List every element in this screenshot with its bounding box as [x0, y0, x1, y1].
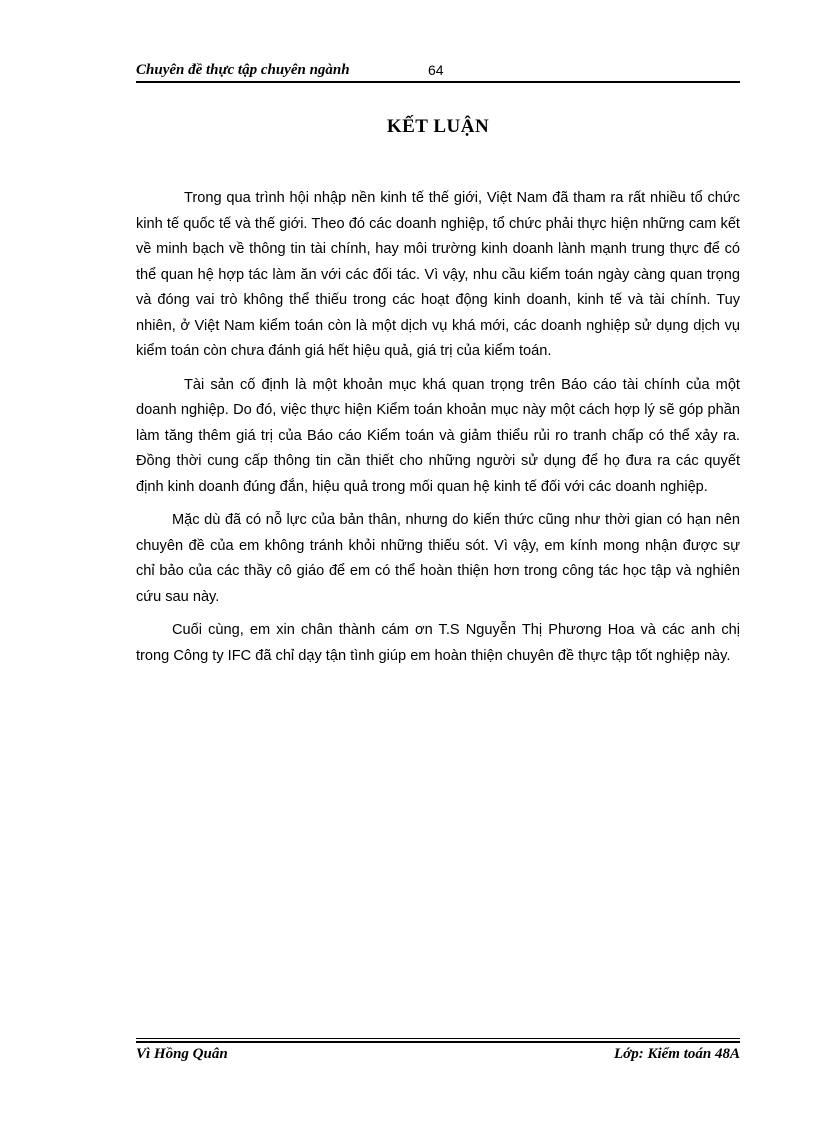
page-header	[136, 58, 740, 82]
page-footer	[136, 1046, 740, 1068]
footer-rule-thick	[136, 1041, 740, 1043]
header-rule	[136, 81, 740, 83]
paragraph-2: Tài sản cố định là một khoản mục khá quan trọng trên Báo cáo tài chính của một doanh nghiệp. Do đó, việc thực hiện Kiểm toán khoản mục này một cách hợp lý sẽ góp phần làm tăng thêm giá trị của Báo cáo Kiểm toán và giảm thiểu rủi ro tranh chấp có thể xảy ra. Đồng thời cung cấp thông tin cần thiết cho những người sử dụng để họ đưa ra các quyết định kinh doanh đúng đắn, hiệu quả trong mối quan hệ kinh tế đối với các doanh nghiệp.	[136, 376, 740, 495]
paragraph-3: Mặc dù đã có nỗ lực của bản thân, nhưng do kiến thức cũng như thời gian có hạn nên chuyên đề của em không tránh khỏi những thiếu sót. Vì vậy, em kính mong nhận được sự chỉ bảo của các thầy cô giáo để em có thể hoàn thiện hơn trong công tác học tập và nghiên cứu sau này.	[136, 512, 740, 605]
footer-class: Lớp: Kiểm toán 48A	[614, 1046, 740, 1062]
paragraph-1: Trong qua trình hội nhập nền kinh tế thế giới, Việt Nam đã tham ra rất nhiều tổ chức kinh tế quốc tế và thế giới. Theo đó các doanh nghiệp, tổ chức phải thực hiện những cam kết về minh bạch về thông tin tài chính, hay môi trường kinh doanh lành mạnh trung thực để có thể quan hệ hợp tác làm ăn với các đối tác. Vì vậy, nhu cầu kiểm toán ngày càng quan trọng và đóng vai trò không thể thiếu trong các hoạt động kinh doanh, kinh tế và tài chính. Tuy nhiên, ở Việt Nam kiểm toán còn là một dịch vụ khá mới, các doanh nghiệp sử dụng dịch vụ kiểm toán còn chưa đánh giá hết hiệu quả, giá trị của kiểm toán.	[136, 190, 740, 359]
page-title: KẾT LUẬN	[386, 116, 490, 137]
paragraph-4: Cuối cùng, em xin chân thành cám ơn T.S Nguyễn Thị Phương Hoa và các anh chị trong Công ty IFC đã chỉ dạy tận tình giúp em hoàn thiện chuyên đề thực tập tốt nghiệp này.	[136, 622, 740, 664]
header-page-number: 64	[428, 62, 444, 78]
header-title: Chuyên đề thực tập chuyên ngành	[136, 62, 350, 78]
body-text	[136, 186, 740, 677]
footer-rule-thin	[136, 1038, 740, 1039]
footer-author: Vì Hồng Quân	[136, 1046, 228, 1062]
